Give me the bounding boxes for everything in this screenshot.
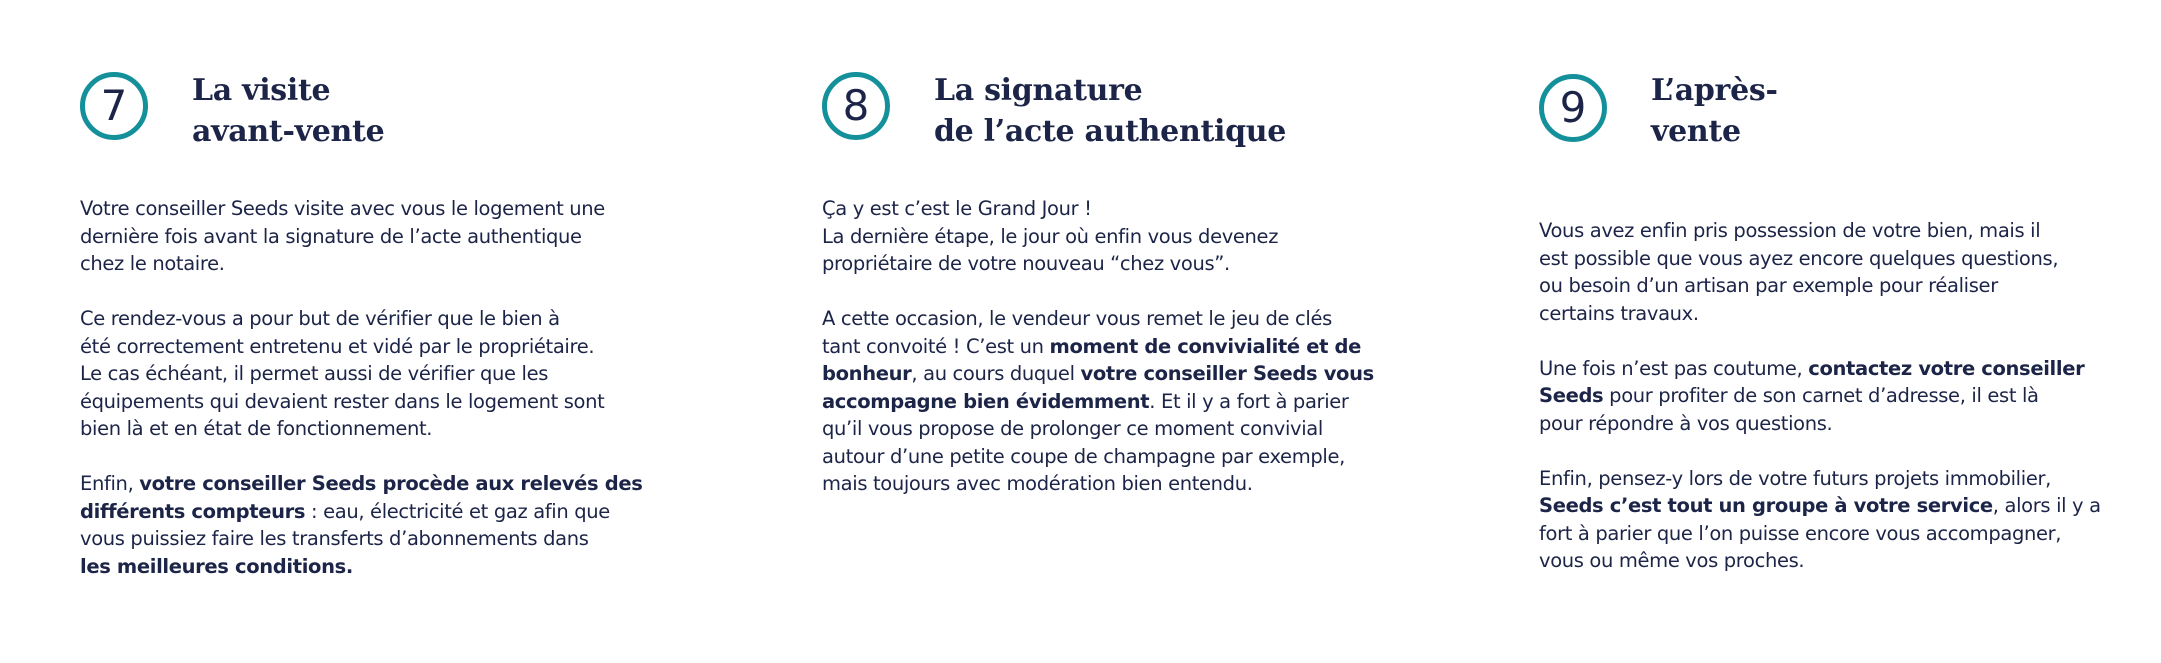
paragraph-line	[822, 470, 1382, 498]
body-text: Ce rendez-vous a pour but de vérifier que le bien à	[80, 307, 560, 330]
step-title-line: La signature	[934, 73, 1143, 108]
emphasis-text: moment de convivialité et de	[1049, 334, 1361, 358]
body-text: chez le notaire.	[80, 252, 225, 275]
paragraph-line	[80, 223, 640, 251]
paragraph-line	[1539, 410, 2099, 438]
paragraph-line	[1539, 272, 2099, 300]
emphasis-text: les meilleures conditions.	[80, 554, 353, 578]
paragraph-line	[1539, 520, 2099, 548]
paragraph-line	[822, 388, 1382, 416]
step-title-line: La visite	[192, 73, 331, 108]
paragraph-line	[80, 195, 640, 223]
body-text: autour d’une petite coupe de champagne par exemple,	[822, 444, 1345, 468]
step-number-badge: 7	[80, 72, 148, 140]
step-title-line: L’après-	[1651, 73, 1778, 108]
body-text: été correctement entretenu et vidé par le propriétaire.	[80, 334, 595, 358]
body-text: mais toujours avec modération bien entendu.	[822, 472, 1253, 495]
paragraph-line	[80, 250, 640, 278]
paragraph-line	[822, 443, 1382, 471]
body-paragraph	[822, 305, 1382, 498]
step-number-badge: 9	[1539, 74, 1607, 142]
step-title	[1651, 70, 1778, 152]
step-title	[934, 70, 1286, 152]
step-header	[822, 0, 1382, 149]
body-text: Votre conseiller Seeds visite avec vous le logement une	[80, 197, 605, 220]
body-paragraph	[1539, 217, 2099, 327]
paragraph-line	[80, 498, 640, 526]
body-text: propriétaire de votre nouveau “chez vous”.	[822, 252, 1230, 275]
body-text: bien là et en état de fonctionnement.	[80, 417, 433, 440]
body-text: Enfin, pensez-y lors de votre futurs projets immobilier,	[1539, 466, 2051, 490]
body-text: qu’il vous propose de prolonger ce moment convivial	[822, 417, 1323, 440]
body-text: , au cours duquel	[911, 362, 1081, 385]
emphasis-text: différents compteurs	[80, 499, 306, 523]
paragraph-line	[1539, 217, 2099, 245]
paragraph-line	[1539, 300, 2099, 328]
body-text: A cette occasion, le vendeur vous remet le jeu de clés	[822, 307, 1332, 330]
paragraph-line	[822, 333, 1382, 361]
body-text: pour profiter de son carnet d’adresse, il est là	[1603, 384, 2039, 407]
step-title	[192, 70, 384, 152]
body-paragraph	[822, 195, 1382, 278]
body-text: dernière fois avant la signature de l’acte authentique	[80, 224, 582, 248]
step-title-line: de l’acte authentique	[934, 114, 1287, 149]
paragraph-line	[822, 195, 1382, 223]
emphasis-text: Seeds	[1539, 384, 1604, 407]
body-text: fort à parier que l’on puisse encore vous accompagner,	[1539, 521, 2062, 545]
body-text: Une fois n’est pas coutume,	[1539, 356, 1809, 380]
body-paragraph	[80, 195, 640, 278]
body-paragraph	[80, 470, 643, 580]
paragraph-line	[1539, 492, 2099, 520]
body-text: La dernière étape, le jour où enfin vous devenez	[822, 224, 1279, 248]
step-title-line: avant-vente	[192, 114, 385, 149]
paragraph-line	[1539, 465, 2099, 493]
step-title-line: vente	[1651, 114, 1741, 149]
body-text: Le cas échéant, il permet aussi de vérifier que les	[80, 362, 549, 385]
paragraph-line	[80, 305, 640, 333]
emphasis-text: votre conseiller Seeds procède aux relevés des	[139, 472, 643, 495]
body-text: : eau, électricité et gaz afin que	[305, 499, 610, 523]
paragraph-line	[822, 250, 1382, 278]
body-text: certains travaux.	[1539, 301, 1699, 325]
body-text: équipements qui devaient rester dans le logement sont	[80, 389, 605, 413]
paragraph-line	[80, 333, 640, 361]
body-text: , alors il y a	[1992, 494, 2101, 517]
paragraph-line	[1539, 355, 2099, 383]
step-header	[80, 0, 640, 149]
paragraph-line	[1539, 547, 2099, 575]
paragraph-line	[1539, 245, 2099, 273]
emphasis-text: votre conseiller Seeds vous	[1080, 362, 1374, 385]
body-text: . Et il y a fort à parier	[1149, 389, 1349, 413]
paragraph-line	[1539, 382, 2099, 410]
emphasis-text: Seeds c’est tout un groupe à votre service	[1539, 494, 1993, 517]
body-paragraph	[1539, 465, 2099, 575]
step-body	[822, 195, 1382, 525]
step-body	[80, 195, 643, 608]
paragraph-line	[822, 415, 1382, 443]
paragraph-line	[80, 388, 640, 416]
paragraph-line	[822, 223, 1382, 251]
step-number-badge: 8	[822, 72, 890, 140]
step-body	[1539, 217, 2099, 602]
body-text: vous puissiez faire les transferts d’abonnements dans	[80, 527, 589, 550]
paragraph-line	[80, 525, 640, 553]
step-header	[1539, 0, 2099, 149]
emphasis-text: contactez votre conseiller	[1808, 356, 2085, 380]
body-text: ou besoin d’un artisan par exemple pour réaliser	[1539, 274, 1998, 297]
emphasis-text: accompagne bien évidemment	[822, 389, 1150, 413]
body-paragraph	[80, 305, 640, 443]
paragraph-line	[80, 415, 640, 443]
body-text: pour répondre à vos questions.	[1539, 411, 1833, 435]
body-text: Vous avez enfin pris possession de votre bien, mais il	[1539, 219, 2041, 242]
body-text: Enfin,	[80, 472, 140, 495]
body-text: tant convoité ! C’est un	[822, 334, 1050, 358]
paragraph-line	[822, 360, 1382, 388]
body-paragraph	[1539, 355, 2099, 438]
paragraph-line	[80, 553, 640, 581]
paragraph-line	[80, 360, 640, 388]
body-text: vous ou même vos proches.	[1539, 549, 1805, 572]
paragraph-line	[80, 470, 643, 498]
emphasis-text: bonheur	[822, 362, 912, 385]
body-text: Ça y est c’est le Grand Jour !	[822, 197, 1092, 220]
body-text: est possible que vous ayez encore quelques questions,	[1539, 246, 2059, 270]
paragraph-line	[822, 305, 1382, 333]
